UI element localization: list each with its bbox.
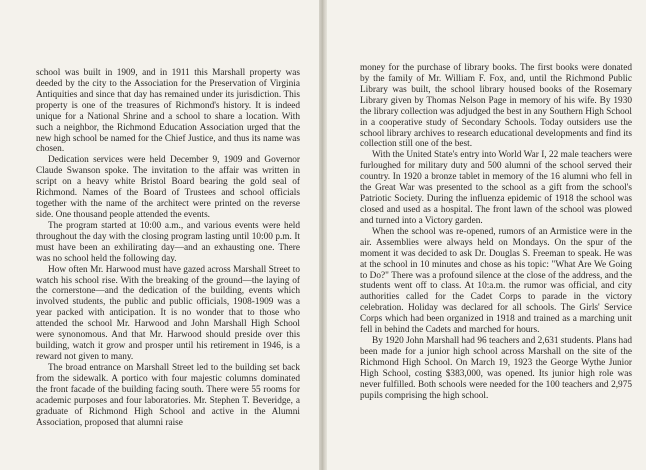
left-page-text <box>36 68 300 428</box>
paragraph: When the school was re-opened, rumors of an Armistice were in the air. Assemblies were always held on Mondays. On the spur of the moment it was decided to ask Dr. Douglas S. Freeman to speak. He was at the school in 10 minutes and chose as his topic: "What Are We Going to Do?" There was a profound silence at the close of the address, and the students went off to class. At 10:a.m. the rumor was official, and city authorities called for the Cadet Corps to parade in the victory celebration. Holiday was declared for all schools. The Girls' Service Corps which had been organized in 1918 and trained as a marching unit fell in behind the Cadets and marched for hours. <box>360 226 632 336</box>
paragraph: By 1920 John Marshall had 96 teachers and 2,631 students. Plans had been made for a junior high school across Marshall on the site of the Richmond High School. On March 19, 1923 the George Wythe Junior High School, costing $383,000, was opened. Its junior high role was never fulfilled. Both schools were needed for the 100 teachers and 2,975 pupils comprising the high school. <box>360 336 632 401</box>
paragraph: school was built in 1909, and in 1911 this Marshall property was deeded by the city to the Association for the Preservation of Virginia Antiquities and since that day has remained under its jurisdiction. This property is one of the treasures of Richmond's history. It is indeed unique for a National Shrine and a school to share a location. With such a neighbor, the Richmond Education Association urged that the new high school be named for the Chief Justice, and thus its name was chosen. <box>36 68 300 155</box>
paragraph: The broad entrance on Marshall Street led to the building set back from the sidewalk. A portico with four majestic columns dominated the front facade of the building facing south. There were 55 rooms for academic purposes and four laboratories. Mr. Stephen T. Beveridge, a graduate of Richmond High School and active in the Alumni Association, proposed that alumni raise <box>36 362 300 428</box>
right-page-text <box>360 63 632 402</box>
paragraph: How often Mr. Harwood must have gazed across Marshall Street to watch his school rise. With the breaking of the ground—the laying of the cornerstone—and the dedication of the building, events which involved students, the public and public officials, 1908-1909 was a year packed with anticipation. It is no wonder that to those who attended the school Mr. Harwood and John Marshall High School were synonomous. And that Mr. Harwood should preside over this building, watch it grow and prosper until his retirement in 1946, is a reward not given to many. <box>36 264 300 362</box>
right-page <box>327 0 646 470</box>
paragraph: The program started at 10:00 a.m., and various events were held throughout the day with the closing program lasting until 10:00 p.m. It must have been an exhilirating day—and an exhausting one. There was no school held the following day. <box>36 220 300 264</box>
left-page <box>0 0 319 470</box>
paragraph: Dedication services were held December 9, 1909 and Governor Claude Swanson spoke. The invitation to the affair was written in script on a heavy white Bristol Board bearing the gold seal of Richmond. Names of the Board of Trustees and school officials together with the name of the architect were printed on the reverse side. One thousand people attended the events. <box>36 155 300 220</box>
book-gutter <box>319 0 327 470</box>
paragraph: money for the purchase of library books. The first books were donated by the family of Mr. William F. Fox, and, until the Richmond Public Library was built, the school library housed books of the Rosemary Library given by Thomas Nelson Page in memory of his wife. By 1930 the library collection was adjudged the best in any Southern High School in a cooperative study of Secondary Schools. Today outsiders use the school library archives to research educational developments and find its collection still one of the best. <box>360 63 632 150</box>
paragraph: With the United State's entry into World War I, 22 male teachers were furloughed for military duty and 500 alumni of the school served their country. In 1920 a bronze tablet in memory of the 16 alumni who fell in the Great War was presented to the school as a gift from the school's Patriotic Society. During the influenza epidemic of 1918 the school was closed and used as a hospital. The front lawn of the school was plowed and turned into a Victory garden. <box>360 150 632 226</box>
